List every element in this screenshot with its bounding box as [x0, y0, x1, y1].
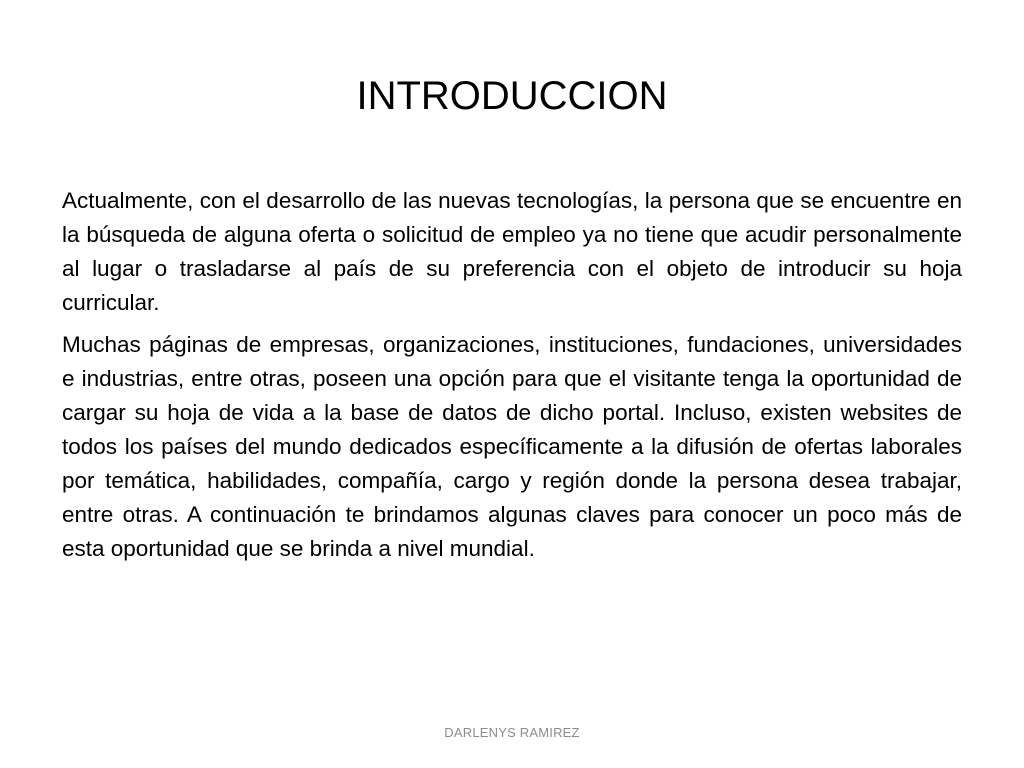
slide-title: INTRODUCCION [356, 74, 668, 118]
slide-footer-author: DARLENYS RAMIREZ [444, 725, 580, 740]
slide-body [62, 184, 962, 574]
body-paragraph-2: Muchas páginas de empresas, organizaciones, instituciones, fundaciones, universidades e industrias, entre otras, poseen una opción para que el visitante tenga la oportunidad de cargar su hoja de vida a la base de datos de dicho portal. Incluso, existen websites de todos los países del mundo dedicados específicamente a la difusión de ofertas laborales por temática, habilidades, compañía, cargo y región donde la persona desea trabajar, entre otras. A continuación te brindamos algunas claves para conocer un poco más de esta oportunidad que se brinda a nivel mundial. [62, 332, 962, 561]
body-paragraph-1: Actualmente, con el desarrollo de las nuevas tecnologías, la persona que se encuentre en la búsqueda de alguna oferta o solicitud de empleo ya no tiene que acudir personalmente al lugar o trasladarse al país de su preferencia con el objeto de introducir su hoja curricular. [62, 188, 962, 315]
